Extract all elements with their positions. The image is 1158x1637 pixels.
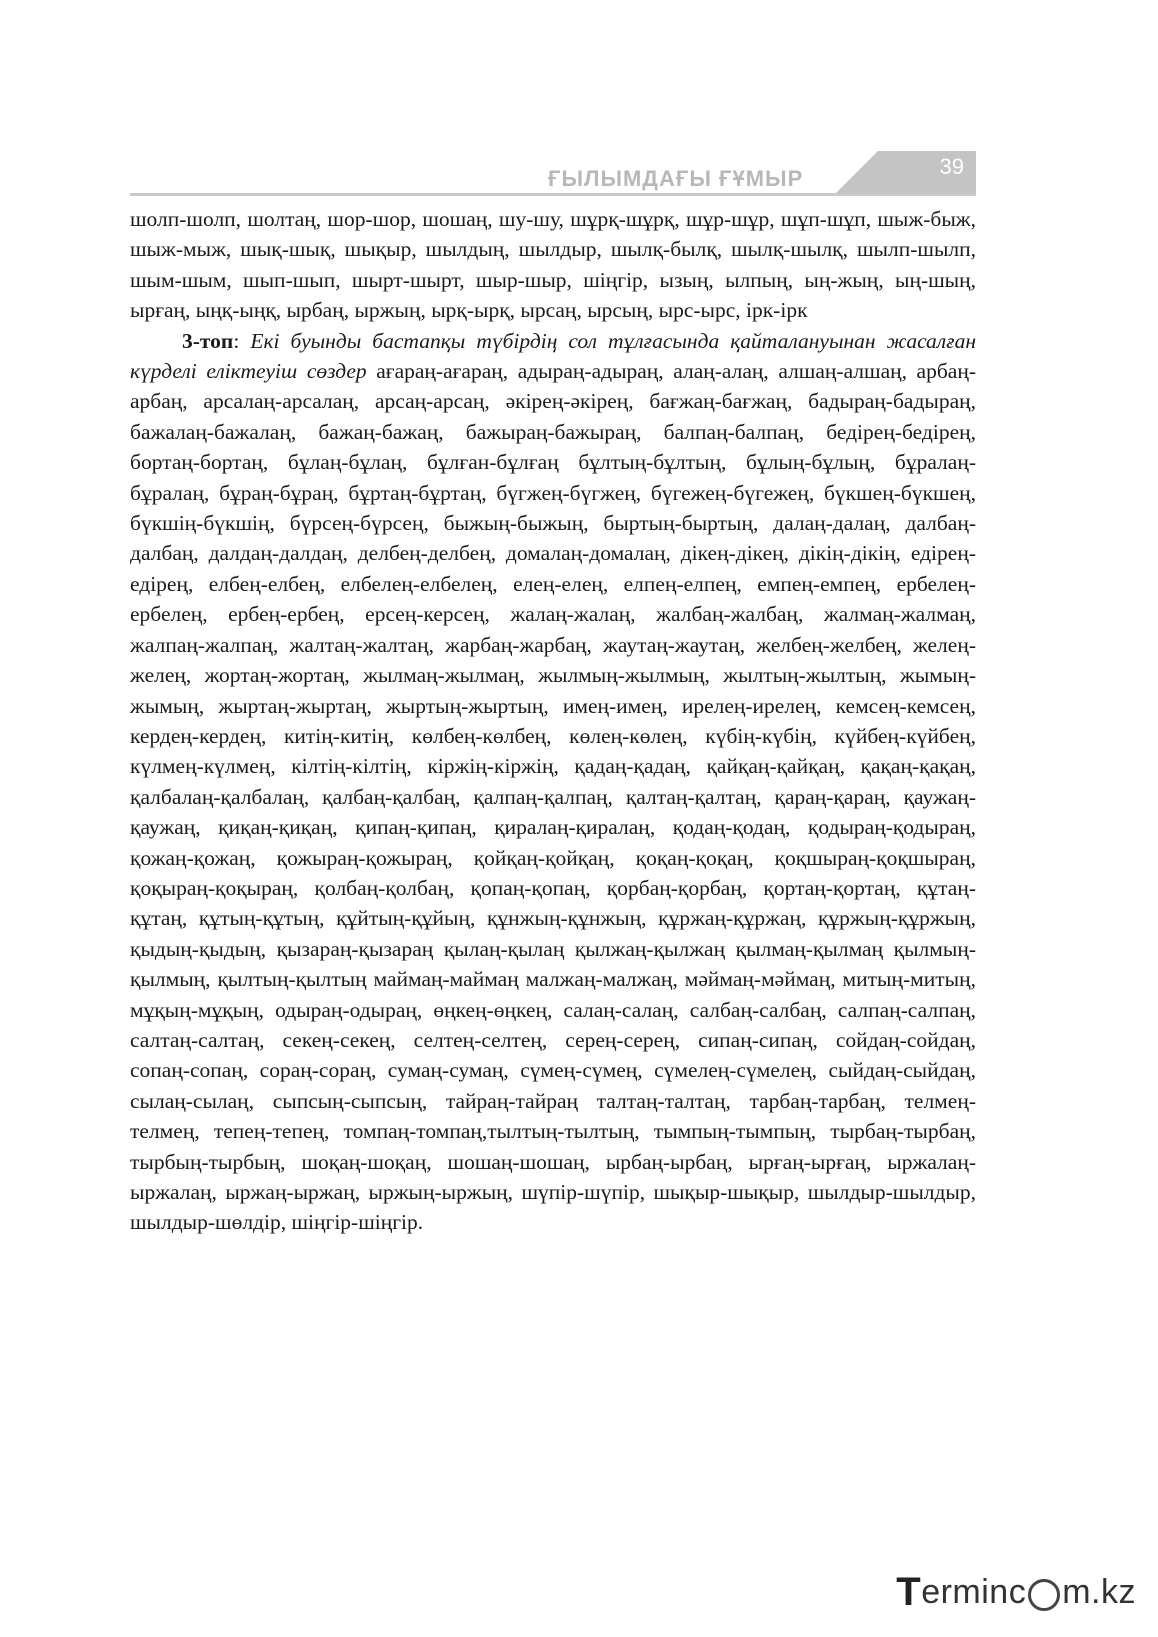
watermark-text-middle: erminc	[921, 1573, 1027, 1611]
header-title: ҒЫЛЫМДАҒЫ ҒҰМЫР	[548, 166, 804, 191]
watermark-circle-icon	[1028, 1579, 1060, 1611]
paragraph-1: шолп-шолп, шолтаң, шор-шор, шошаң, шу-шу, шұрқ-шұрқ, шұр-шұр, шұп-шұп, шыж-быж, шыж-мыж, шық-шық, шықыр, шылдың, шылдыр, шылқ-былқ, шылқ-шылқ, шылп-шылп, шым-шым, шып-шып, шырт-шырт, шыр-шыр, шіңгір, ызың, ылпың, ың-жың, ың-шың, ырғаң, ыңқ-ыңқ, ырбаң, ыржың, ырқ-ырқ, ырсаң, ырсың, ырс-ырс, ірк-ірк	[130, 207, 976, 323]
group-description: Екі буынды бастапқы түбірдің сол тұлғасында қайталануынан жасалған күрделі еліктеуіш сөздер	[130, 328, 976, 384]
watermark-logo	[896, 1570, 1136, 1615]
watermark-letter-t: T	[896, 1570, 922, 1614]
group-separator: :	[233, 328, 251, 353]
header-rule	[130, 193, 976, 196]
body-text	[130, 204, 976, 1238]
paragraph-2	[130, 326, 976, 1238]
page-number-tab	[836, 151, 976, 193]
paragraph-2-body: ағараң-ағараң, адыраң-адыраң, алаң-алаң, алшаң-алшаң, арбаң-арбаң, арсалаң-арсалаң, арсаң-арсаң, әкірең-әкірең, бағжаң-бағжаң, бадыраң-бадыраң, бажалаң-бажалаң, бажаң-бажаң, бажыраң-бажыраң, балпаң-балпаң, бедірең-бедірең, бортаң-бортаң, бұлаң-бұлаң, бұлған-бұлғаң бұлтың-бұлтың, бұлың-бұлың, бұралаң-бұралаң, бұраң-бұраң, бұртаң-бұртаң, бүгжең-бүгжең, бүгежең-бүгежең, бүкшең-бүкшең, бүкшің-бүкшің, бүрсең-бүрсең, быжың-быжың, быртың-быртың, далаң-далаң, далбаң-далбаң, далдаң-далдаң, делбең-делбең, домалаң-домалаң, дікең-дікең, дікің-дікің, едірең-едірең, елбең-елбең, елбелең-елбелең, елең-елең, елпең-елпең, емпең-емпең, ербелең-ербелең, ербең-ербең, ерсең-керсең, жалаң-жалаң, жалбаң-жалбаң, жалмаң-жалмаң, жалпаң-жалпаң, жалтаң-жалтаң, жарбаң-жарбаң, жаутаң-жаутаң, желбең-желбең, желең-желең, жортаң-жортаң, жылмаң-жылмаң, жылмың-жылмың, жылтың-жылтың, жымың-жымың, жыртаң-жыртаң, жыртың-жыртың, имең-имең, ирелең-ирелең, кемсең-кемсең, кердең-кердең, китің-китің, көлбең-көлбең, көлең-көлең, күбің-күбің, күйбең-күйбең, күлмең-күлмең, кілтің-кілтің, кіржің-кіржің, қадаң-қадаң, қайқаң-қайқаң, қақаң-қақаң, қалбалаң-қалбалаң, қалбаң-қалбаң, қалпаң-қалпаң, қалтаң-қалтаң, қараң-қараң, қаужаң-қаужаң, қиқаң-қиқаң, қипаң-қипаң, қиралаң-қиралаң, қодаң-қодаң, қодыраң-қодыраң, қожаң-қожаң, қожыраң-қожыраң, қойқаң-қойқаң, қоқаң-қоқаң, қоқшыраң-қоқшыраң, қоқыраң-қоқыраң, қолбаң-қолбаң, қопаң-қопаң, қорбаң-қорбаң, қортаң-қортаң, құтаң-құтаң, құтың-құтың, құйтың-құйың, құнжың-құнжың, құржаң-құржаң, құржың-құржың, қыдың-қыдың, қызараң-қызараң қылаң-қылаң қылжаң-қылжаң қылмаң-қылмаң қылмың-қылмың, қылтың-қылтың маймаң-маймаң малжаң-малжаң, мәймаң-мәймаң, митың-митың, мұқың-мұқың, одыраң-одыраң, өңкең-өңкең, салаң-салаң, салбаң-салбаң, салпаң-салпаң, салтаң-салтаң, секең-секең, селтең-селтең, серең-серең, сипаң-сипаң, сойдаң-сойдаң, сопаң-сопаң, сораң-сораң, сумаң-сумаң, сүмең-сүмең, сүмелең-сүмелең, сыйдаң-сыйдаң, сылаң-сылаң, сыпсың-сыпсың, тайраң-тайраң талтаң-талтаң, тарбаң-тарбаң, телмең-телмең, тепең-тепең, томпаң-томпаң,тылтың-тылтың, тымпың-тымпың, тырбаң-тырбаң, тырбың-тырбың, шоқаң-шоқаң, шошаң-шошаң, ырбаң-ырбаң, ырғаң-ырғаң, ыржалаң-ыржалаң, ыржаң-ыржаң, ыржың-ыржың, шүпір-шүпір, шықыр-шықыр, шылдыр-шылдыр, шылдыр-шөлдір, шіңгір-шіңгір.	[130, 359, 976, 1235]
page-number: 39	[939, 154, 964, 179]
group-label: 3-топ	[182, 328, 234, 353]
running-header	[130, 148, 976, 196]
watermark-text-suffix: m.kz	[1062, 1573, 1136, 1611]
